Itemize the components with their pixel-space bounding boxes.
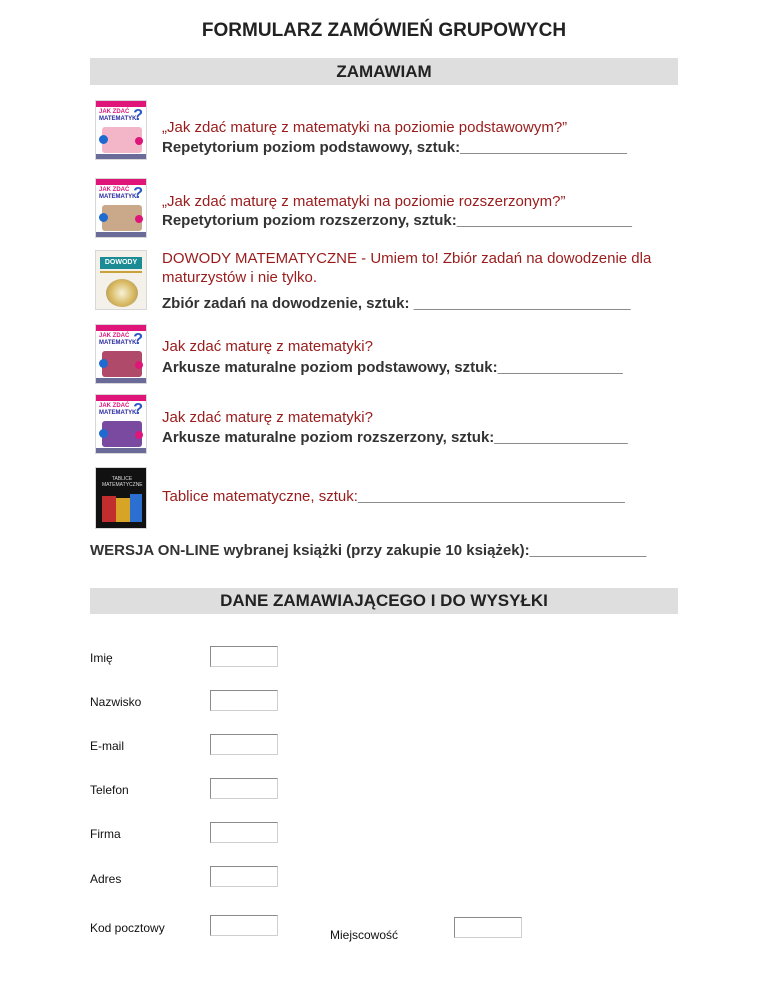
- company-field[interactable]: [210, 822, 278, 843]
- quantity-blank[interactable]: ________________________________: [357, 488, 625, 505]
- quantity-blank[interactable]: __________________________: [413, 295, 631, 312]
- first-name-input[interactable]: [211, 647, 277, 666]
- item-quantity-repetytorium-rozszerzony[interactable]: Repetytorium poziom rozszerzony, sztuk:_____________________: [162, 212, 632, 229]
- address-input[interactable]: [211, 867, 277, 886]
- quantity-blank[interactable]: _______________: [497, 359, 623, 376]
- quantity-blank[interactable]: ________________: [494, 429, 628, 446]
- last-name-field[interactable]: [210, 690, 278, 711]
- city-field[interactable]: [454, 917, 522, 938]
- city-label: Miejscowość: [330, 928, 399, 942]
- book-cover-tablice-icon: TABLICE MATEMATYCZNE: [95, 467, 147, 529]
- section-heading-order: ZAMAWIAM: [90, 58, 678, 85]
- item-title-repetytorium-podstawowy: „Jak zdać maturę z matematyki na poziomie podstawowym?”: [162, 119, 568, 136]
- section-heading-customer: DANE ZAMAWIAJĄCEGO I DO WYSYŁKI: [90, 588, 678, 614]
- item-title-arkusze-podstawowy: Jak zdać maturę z matematyki?: [162, 338, 373, 355]
- book-cover-matura-rozszerzony-icon: JAK ZDAĆ MATEMATYKI ?: [95, 178, 147, 238]
- first-name-label: Imię: [90, 651, 113, 665]
- email-field[interactable]: [210, 734, 278, 755]
- last-name-label: Nazwisko: [90, 695, 142, 709]
- email-label: E-mail: [90, 739, 125, 753]
- item-title-repetytorium-rozszerzony: „Jak zdać maturę z matematyki na poziomie rozszerzonym?”: [162, 193, 566, 210]
- online-quantity-blank[interactable]: ______________: [529, 542, 647, 559]
- first-name-field[interactable]: [210, 646, 278, 667]
- quantity-blank[interactable]: ____________________: [460, 139, 627, 156]
- company-input[interactable]: [211, 823, 277, 842]
- phone-label: Telefon: [90, 783, 129, 797]
- postal-code-label: Kod pocztowy: [90, 921, 165, 935]
- item-title-arkusze-rozszerzony: Jak zdać maturę z matematyki?: [162, 409, 373, 426]
- last-name-input[interactable]: [211, 691, 277, 710]
- book-cover-arkusze-podstawowy-icon: JAK ZDAĆ MATEMATYKI ?: [95, 324, 147, 384]
- phone-field[interactable]: [210, 778, 278, 799]
- postal-code-field[interactable]: [210, 915, 278, 936]
- quantity-blank[interactable]: _____________________: [456, 212, 632, 229]
- book-cover-matura-podstawowy-icon: JAK ZDAĆ MATEMATYKI ?: [95, 100, 147, 160]
- item-title-dowody: DOWODY MATEMATYCZNE - Umiem to! Zbiór zadań na dowodzenie dla maturzystów i nie tylko.: [162, 250, 652, 286]
- city-input[interactable]: [455, 918, 521, 937]
- item-quantity-dowody[interactable]: Zbiór zadań na dowodzenie, sztuk: __________________________: [162, 295, 631, 312]
- phone-input[interactable]: [211, 779, 277, 798]
- address-label: Adres: [90, 872, 122, 886]
- postal-code-input[interactable]: [211, 916, 277, 935]
- item-quantity-repetytorium-podstawowy[interactable]: Repetytorium poziom podstawowy, sztuk:____________________: [162, 139, 627, 156]
- item-quantity-arkusze-rozszerzony[interactable]: Arkusze maturalne poziom rozszerzony, sztuk:________________: [162, 429, 628, 446]
- item-quantity-tablice[interactable]: Tablice matematyczne, sztuk:________________________________: [162, 488, 625, 505]
- page-title: FORMULARZ ZAMÓWIEŃ GRUPOWYCH: [201, 20, 567, 41]
- address-field[interactable]: [210, 866, 278, 887]
- item-quantity-arkusze-podstawowy[interactable]: Arkusze maturalne poziom podstawowy, sztuk:_______________: [162, 359, 623, 376]
- email-input[interactable]: [211, 735, 277, 754]
- company-label: Firma: [90, 827, 121, 841]
- online-version-line[interactable]: WERSJA ON-LINE wybranej książki (przy zakupie 10 książek):______________: [90, 542, 647, 559]
- book-cover-arkusze-rozszerzony-icon: JAK ZDAĆ MATEMATYKI ?: [95, 394, 147, 454]
- book-cover-dowody-icon: DOWODY: [95, 250, 147, 310]
